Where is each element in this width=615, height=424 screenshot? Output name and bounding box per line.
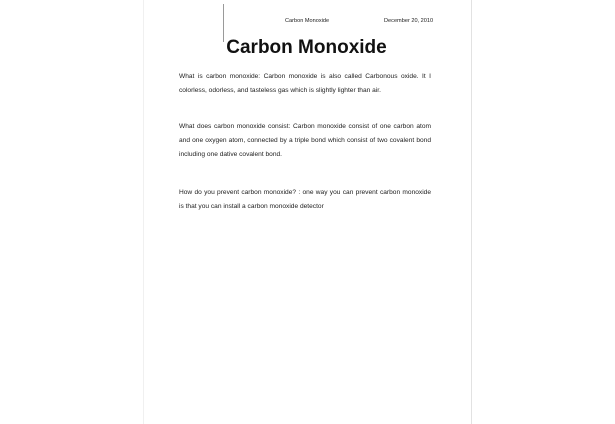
document-title: Carbon Monoxide xyxy=(226,37,387,58)
paragraph-definition: What is carbon monoxide: Carbon monoxide is also called Carbonous oxide. It I colorless, odorless, and tasteless gas which is slightly lighter than air. xyxy=(179,73,431,94)
header-title: Carbon Monoxide xyxy=(285,18,330,24)
paragraph-prevention: How do you prevent carbon monoxide? : one way you can prevent carbon monoxide is that you can install a carbon monoxide detector xyxy=(179,189,431,210)
header-date: December 20, 2010 xyxy=(384,18,434,24)
paragraph-composition: What does carbon monoxide consist: Carbon monoxide consist of one carbon atom and one oxygen atom, connected by a triple bond which consist of two covalent bond including one dative covalent bond. xyxy=(179,123,431,158)
